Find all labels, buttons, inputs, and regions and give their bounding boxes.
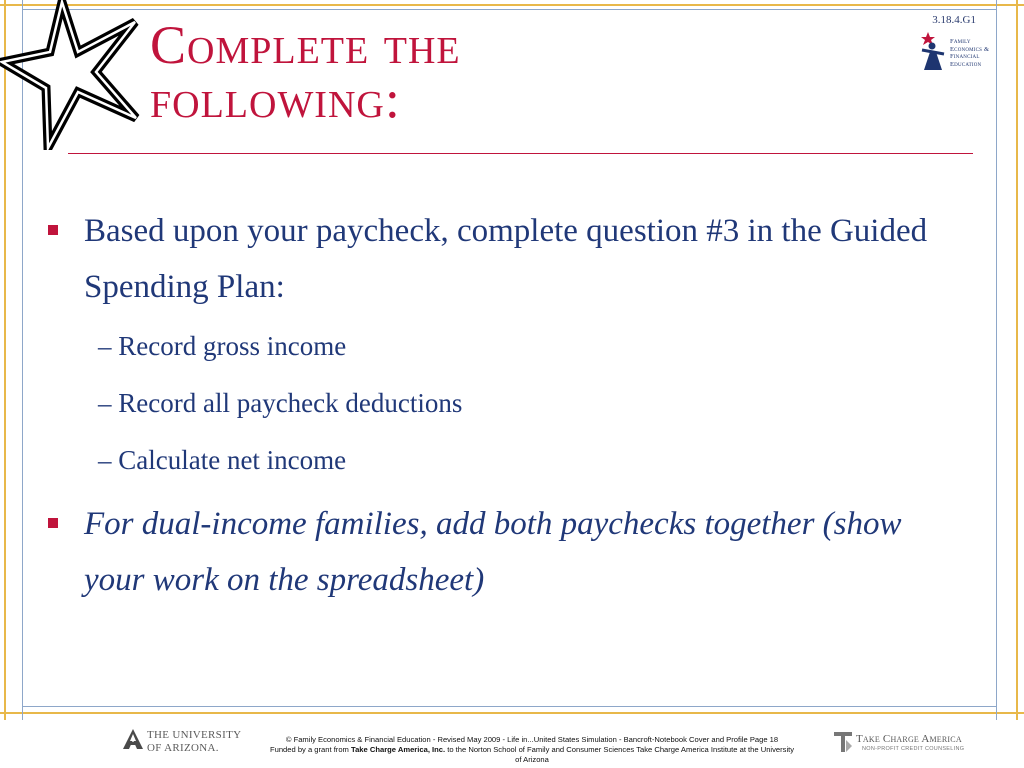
- sub-item-3: – Calculate net income: [98, 445, 347, 475]
- ua-line-2: OF ARIZONA.: [147, 742, 219, 754]
- take-charge-america-subtitle: NON-PROFIT CREDIT COUNSELING: [862, 746, 965, 752]
- title-line-1: Complete the: [150, 15, 461, 75]
- fefe-logo-text: [950, 38, 989, 68]
- logo-line-3: Financial: [950, 53, 980, 60]
- frame-top-line: [0, 4, 1024, 6]
- university-of-arizona-logo-text: [147, 729, 241, 755]
- logo-line-2: Economics &: [950, 45, 990, 53]
- frame-blue-top: [22, 9, 997, 10]
- logo-line-4: Education: [950, 60, 982, 68]
- frame-bottom-line: [0, 712, 1024, 714]
- university-of-arizona-a-icon: [122, 728, 144, 750]
- logo-line-1: Family: [950, 38, 971, 45]
- title-line-2: following:: [150, 69, 401, 129]
- footer-line-2-prefix: Funded by a grant from: [269, 745, 351, 754]
- slide-code: 3.18.4.G1: [932, 14, 976, 26]
- slide-title: [150, 15, 461, 129]
- footer-line-2: [232, 745, 832, 755]
- bullet-square-icon: [48, 518, 58, 528]
- take-charge-america-logo-icon: [832, 728, 854, 754]
- frame-right-line: [1016, 0, 1018, 720]
- footer-line-2-bold: Take Charge America, Inc.: [351, 745, 446, 754]
- bullet-text-2: For dual-income families, add both paychecks together (show your work on the spreadsheet): [84, 506, 902, 598]
- footer-copyright: [232, 735, 832, 765]
- star-decoration-icon: [0, 0, 150, 150]
- footer-line-2-suffix: to the Norton School of Family and Consumer Sciences Take Charge America Institute at the University: [445, 745, 795, 754]
- ua-line-1: THE UNIVERSITY: [147, 729, 242, 741]
- bullet-square-icon: [48, 225, 58, 235]
- footer-line-3: of Arizona: [515, 755, 549, 764]
- sub-item-2: – Record all paycheck deductions: [98, 388, 463, 418]
- title-divider: [68, 153, 973, 154]
- take-charge-america-name: Take Charge America: [856, 733, 962, 745]
- frame-blue-bottom: [22, 706, 997, 707]
- sub-item-1: – Record gross income: [98, 331, 347, 361]
- footer-line-1: © Family Economics & Financial Education - Revised May 2009 - Life in...United States Simulation - Bancroft-Notebook Cover and Profile Page 18: [285, 735, 779, 744]
- bullet-text-1: Based upon your paycheck, complete question #3 in the Guided Spending Plan:: [84, 213, 928, 305]
- frame-blue-right: [996, 0, 997, 720]
